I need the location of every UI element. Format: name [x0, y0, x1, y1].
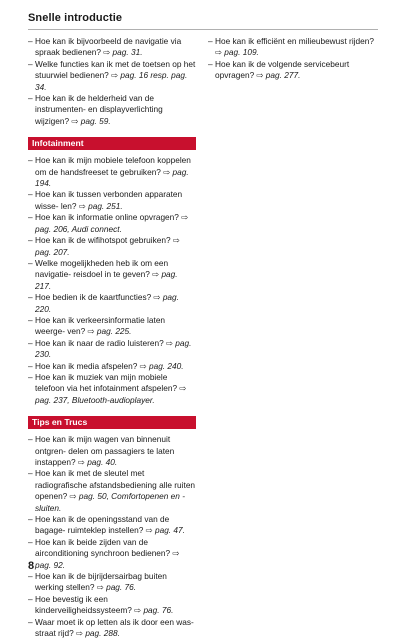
list-item — [28, 36, 196, 59]
item-text: Welke functies kan ik met de toetsen op het stuurwiel bedienen? — [35, 58, 196, 81]
item-text: Welke mogelijkheden heb ik om een navigatie- reisdoel in te geven? — [35, 257, 169, 280]
arrow-right-icon: ⇨ — [166, 337, 173, 348]
arrow-right-icon: ⇨ — [153, 292, 161, 303]
list-item — [28, 594, 196, 617]
item-text: Hoe kan ik de volgende servicebeurt opvragen? — [215, 58, 350, 81]
section-heading-tips: Tips en Trucs — [28, 416, 196, 429]
page-reference-link[interactable]: pag. 206, Audi connect. — [35, 223, 122, 234]
page-reference-link[interactable]: pag. 76. — [106, 582, 137, 593]
page-reference-link[interactable]: pag. 109. — [224, 47, 259, 58]
item-text: Hoe kan ik de wifihotspot gebruiken? — [35, 235, 171, 246]
page-reference-link[interactable]: pag. 240. — [148, 360, 184, 371]
dash-bullet: – — [28, 593, 33, 604]
dash-bullet: – — [28, 571, 33, 582]
dash-bullet: – — [28, 257, 33, 268]
right-list — [208, 36, 378, 82]
page-header — [28, 8, 378, 30]
list-item — [28, 189, 196, 212]
right-column — [208, 36, 378, 82]
dash-bullet: – — [28, 155, 33, 166]
dash-bullet: – — [28, 360, 33, 371]
page-reference-link[interactable]: pag. 237, Bluetooth-audioplayer. — [35, 394, 155, 405]
page-reference-link[interactable]: pag. 16 resp. pag. 34. — [35, 70, 188, 92]
page-reference-link[interactable]: pag. 207. — [35, 246, 70, 257]
arrow-right-icon: ⇨ — [172, 235, 180, 246]
list-item — [28, 155, 196, 189]
page-reference-link[interactable]: pag. 288. — [85, 628, 120, 639]
list-item — [28, 434, 196, 468]
dash-bullet: – — [28, 292, 33, 303]
arrow-right-icon: ⇨ — [256, 70, 264, 81]
page-reference-link[interactable]: pag. 47. — [154, 525, 185, 536]
arrow-right-icon: ⇨ — [71, 115, 79, 126]
page-reference-link[interactable]: pag. 277. — [265, 70, 301, 81]
left-column — [28, 36, 196, 640]
item-text: Waar moet ik op letten als ik door een was- straat rijd? — [35, 616, 194, 639]
list-item — [28, 571, 196, 594]
list-item — [28, 212, 196, 235]
dash-bullet: – — [28, 616, 33, 627]
item-text: Hoe kan ik beide zijden van de airconditioning synchroon bedienen? — [35, 536, 171, 559]
dash-bullet: – — [28, 189, 33, 200]
dash-bullet: – — [28, 434, 33, 445]
list-item — [28, 292, 196, 315]
arrow-right-icon: ⇨ — [76, 628, 83, 639]
page-reference-link[interactable]: pag. 76. — [143, 605, 174, 616]
item-text: Hoe bevestig ik een kinderveiligheidssysteem? — [35, 593, 132, 616]
arrow-right-icon: ⇨ — [152, 269, 160, 280]
item-text: Hoe kan ik efficiënt en milieubewust rijden? — [215, 36, 374, 46]
arrow-right-icon: ⇨ — [215, 47, 222, 58]
page-reference-link[interactable]: pag. 251. — [88, 200, 123, 211]
item-text: Hoe kan ik met de sleutel met radiografische afstandsbediening alle ruiten openen? — [35, 468, 196, 502]
item-text: Hoe kan ik de bijrijdersairbag buiten werking stellen? — [35, 571, 167, 593]
item-text: Hoe kan ik mijn wagen van binnenuit ontgren- delen om passagiers te laten instappen? — [35, 434, 175, 467]
arrow-right-icon: ⇨ — [96, 582, 104, 593]
page-reference-link[interactable]: pag. 92. — [35, 559, 65, 570]
arrow-right-icon: ⇨ — [139, 360, 147, 371]
item-text: Hoe kan ik media afspelen? — [35, 360, 138, 371]
page-reference-link[interactable]: pag. 40. — [87, 457, 118, 467]
arrow-right-icon: ⇨ — [181, 212, 189, 223]
dash-bullet: – — [28, 58, 33, 69]
list-item — [28, 338, 196, 361]
dash-bullet: – — [28, 212, 33, 223]
dash-bullet: – — [28, 371, 33, 382]
dash-bullet: – — [28, 36, 33, 46]
dash-bullet: – — [28, 314, 33, 325]
list-item — [28, 617, 196, 640]
dash-bullet: – — [28, 536, 33, 547]
list-item — [28, 93, 196, 127]
arrow-right-icon: ⇨ — [111, 70, 119, 81]
item-text: Hoe kan ik de helderheid van de instrumenten- en displayverlichting wijzigen? — [35, 93, 163, 126]
item-text: Hoe kan ik verkeersinformatie laten weerge- ven? — [35, 314, 166, 337]
page-reference-link[interactable]: pag. 31. — [112, 47, 143, 58]
dash-bullet: – — [28, 468, 33, 479]
arrow-right-icon: ⇨ — [163, 166, 171, 177]
dash-bullet: – — [208, 58, 213, 69]
dash-bullet: – — [208, 36, 213, 46]
item-text: Hoe kan ik tussen verbonden apparaten wisse- len? — [35, 189, 183, 211]
page-reference-link[interactable]: pag. 217. — [35, 269, 178, 291]
arrow-right-icon: ⇨ — [179, 383, 187, 394]
item-text: Hoe kan ik bijvoorbeeld de navigatie via spraak bedienen? — [35, 36, 182, 58]
arrow-right-icon: ⇨ — [103, 47, 111, 58]
item-text: Hoe kan ik de openingsstand van de bagage- ruimteklep instellen? — [35, 514, 170, 536]
arrow-right-icon: ⇨ — [78, 200, 86, 211]
item-text: Hoe kan ik naar de radio luisteren? — [35, 337, 164, 348]
item-text: Hoe kan ik informatie online opvragen? — [35, 212, 179, 223]
page-reference-link[interactable]: pag. 220. — [35, 292, 179, 314]
arrow-right-icon: ⇨ — [69, 491, 77, 502]
arrow-right-icon: ⇨ — [87, 326, 95, 337]
list-item — [28, 468, 196, 514]
section-heading-infotainment: Infotainment — [28, 137, 196, 150]
infotainment-list — [28, 155, 196, 406]
page-reference-link[interactable]: pag. 59. — [80, 115, 111, 126]
list-item — [28, 258, 196, 292]
list-item — [28, 59, 196, 93]
list-item — [208, 59, 378, 82]
item-text: Hoe kan ik mijn mobiele telefoon koppelen om de handsfreeset te gebruiken? — [35, 155, 191, 177]
list-item — [28, 361, 196, 372]
header-title: Snelle introductie — [28, 12, 123, 24]
dash-bullet: – — [28, 93, 33, 104]
tips-list — [28, 434, 196, 639]
page-reference-link[interactable]: pag. 194. — [35, 166, 189, 189]
list-item — [28, 514, 196, 537]
arrow-right-icon: ⇨ — [134, 605, 142, 616]
arrow-right-icon: ⇨ — [145, 525, 153, 536]
list-item — [208, 36, 378, 59]
page-reference-link[interactable]: pag. 230. — [35, 337, 192, 360]
list-item — [28, 537, 196, 571]
list-item — [28, 315, 196, 338]
page-reference-link[interactable]: pag. 225. — [96, 326, 132, 337]
item-text: Hoe kan ik muziek van mijn mobiele telefoon via het infotainment afspelen? — [35, 371, 178, 394]
dash-bullet: – — [28, 337, 33, 348]
arrow-right-icon: ⇨ — [172, 548, 180, 559]
intro-list — [28, 36, 196, 127]
item-text: Hoe bedien ik de kaartfuncties? — [35, 292, 152, 303]
arrow-right-icon: ⇨ — [77, 457, 85, 467]
dash-bullet: – — [28, 514, 33, 525]
list-item — [28, 372, 196, 406]
list-item — [28, 235, 196, 258]
page-reference-link[interactable]: pag. 50, Comfortopenen en -sluiten. — [35, 491, 185, 513]
page-number: 8 — [28, 560, 35, 572]
dash-bullet: – — [28, 235, 33, 246]
